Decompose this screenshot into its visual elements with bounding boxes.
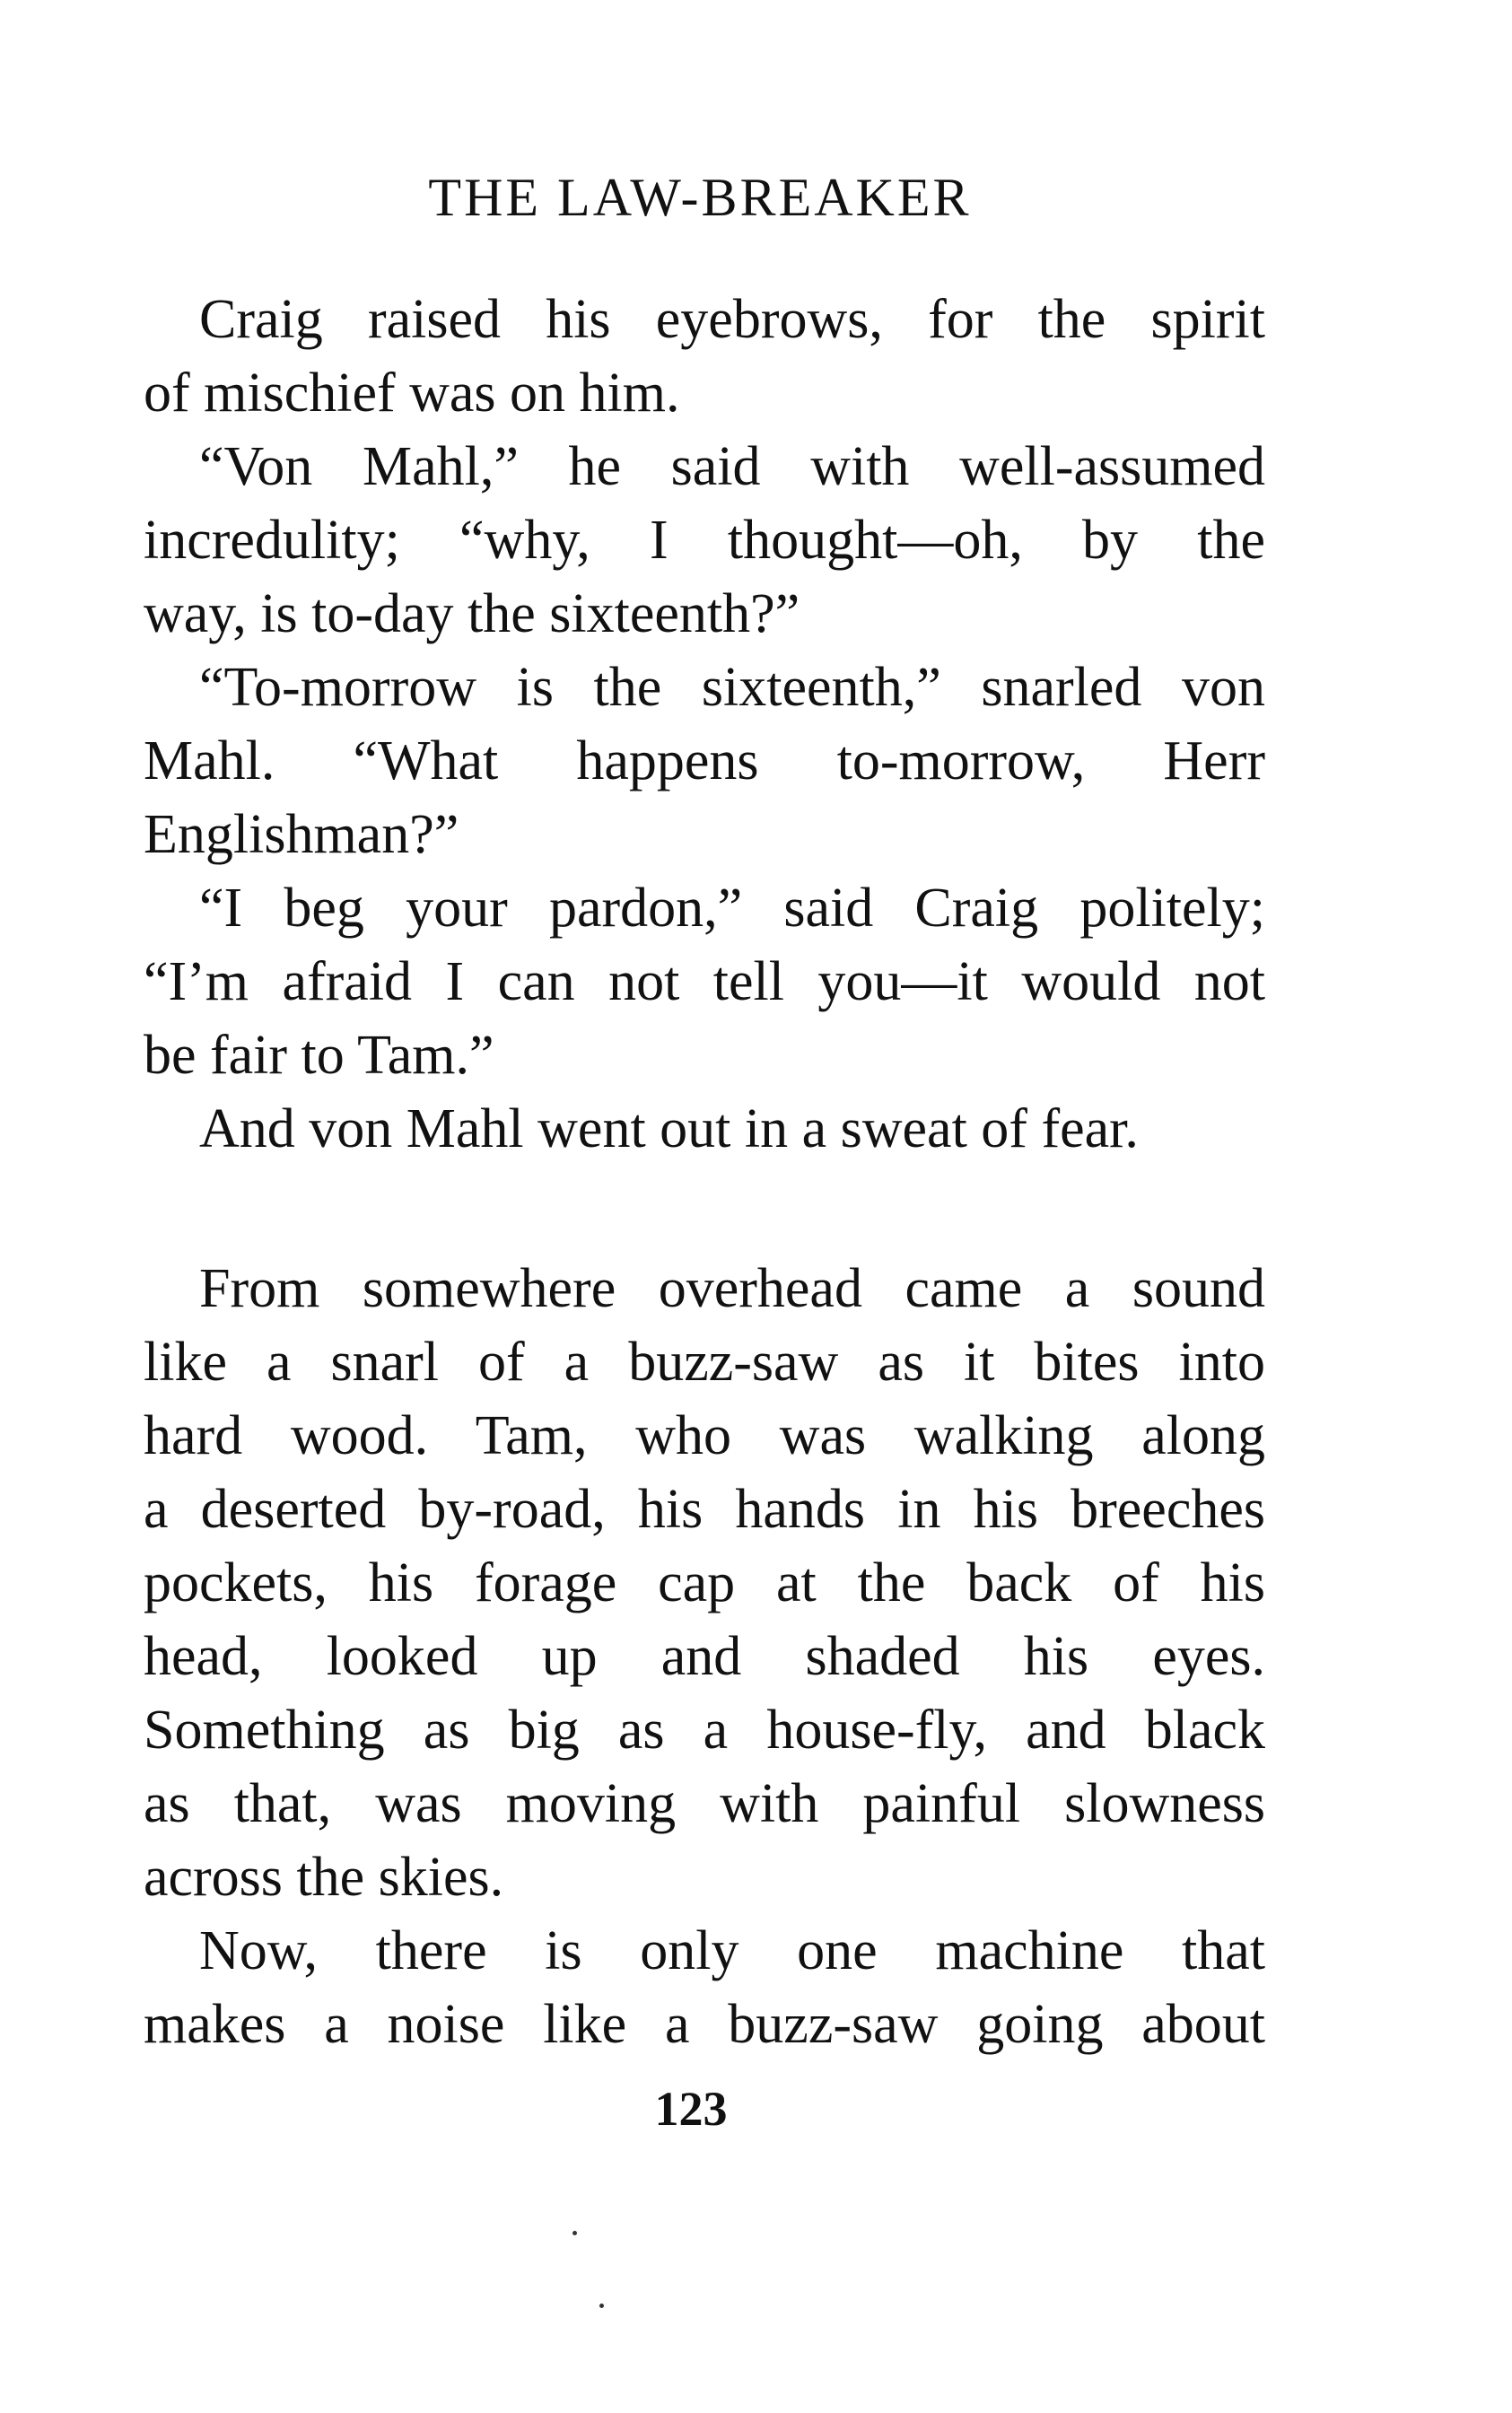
running-head: THE LAW-BREAKER <box>428 168 972 227</box>
text-line: way, is to-day the sixteenth?” <box>144 583 800 644</box>
text-line: of mischief was on him. <box>144 363 680 424</box>
text-line: From somewhere overhead came a sound <box>199 1258 1265 1319</box>
text-line: Now, there is only one machine that <box>199 1920 1265 1981</box>
text-line: a deserted by-road, his hands in his breeches <box>144 1479 1265 1540</box>
text-line: as that, was moving with painful slowness <box>144 1773 1265 1834</box>
text-line: Craig raised his eyebrows, for the spirit <box>199 289 1265 350</box>
print-speck <box>572 2231 577 2235</box>
page-number: 123 <box>654 2082 728 2136</box>
text-line: “Von Mahl,” he said with well-assumed <box>199 436 1265 497</box>
text-line: pockets, his forage cap at the back of his <box>144 1552 1265 1613</box>
print-speck <box>599 2304 604 2308</box>
text-line: like a snarl of a buzz-saw as it bites into <box>144 1332 1265 1393</box>
text-line: be fair to Tam.” <box>144 1025 494 1086</box>
text-line: And von Mahl went out in a sweat of fear. <box>199 1098 1139 1159</box>
text-line: Englishman?” <box>144 804 459 865</box>
text-line: “I’m afraid I can not tell you—it would not <box>144 951 1265 1012</box>
text-block-dialogue <box>144 283 1265 1166</box>
text-line: across the skies. <box>144 1847 504 1908</box>
text-line: incredulity; “why, I thought—oh, by the <box>144 510 1265 571</box>
text-line: Mahl. “What happens to-morrow, Herr <box>144 730 1265 791</box>
text-line: hard wood. Tam, who was walking along <box>144 1405 1265 1466</box>
text-line: makes a noise like a buzz-saw going about <box>144 1994 1265 2055</box>
text-line: Something as big as a house-fly, and black <box>144 1700 1265 1761</box>
text-line: “I beg your pardon,” said Craig politely; <box>199 878 1265 939</box>
text-line: head, looked up and shaded his eyes. <box>144 1626 1265 1687</box>
text-block-narrative <box>144 1252 1265 2061</box>
text-line: “To-morrow is the sixteenth,” snarled von <box>199 657 1265 718</box>
